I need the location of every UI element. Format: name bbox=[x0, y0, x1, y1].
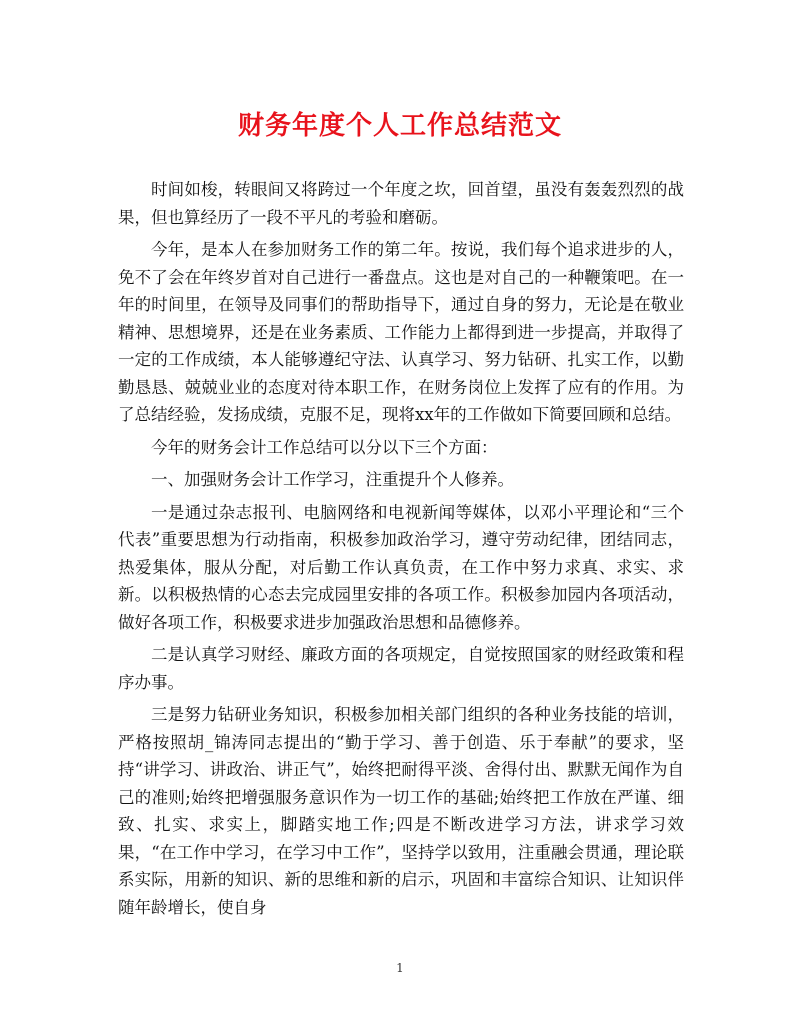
paragraph: 一是通过杂志报刊、电脑网络和电视新闻等媒体，以邓小平理论和“三个代表”重要思想为行动指南，积极参加政治学习，遵守劳动纪律，团结同志，热爱集体，服从分配，对后勤工作认真负责，在工作中努力求真、求实、求新。以积极热情的心态去完成园里安排的各项工作。积极参加园内各项活动，做好各项工作，积极要求进步加强政治思想和品德修养。 bbox=[118, 502, 684, 632]
paragraph: 今年的财务会计工作总结可以分以下三个方面： bbox=[151, 437, 498, 457]
paragraph: 今年，是本人在参加财务工作的第二年。按说，我们每个追求进步的人，免不了会在年终岁首对自己进行一番盘点。这也是对自己的一种鞭策吧。在一年的时间里，在领导及同事们的帮助指导下，通过自身的努力，无论是在敬业精神、思想境界，还是在业务素质、工作能力上都得到进一步提高，并取得了一定的工作成绩，本人能够遵纪守法、认真学习、努力钻研、扎实工作，以勤勤恳恳、兢兢业业的态度对待本职工作，在财务岗位上发挥了应有的作用。为了总结经验，发扬成绩，克服不足，现将xx年的工作做如下简要回顾和总结。 bbox=[118, 240, 684, 424]
document-title: 财务年度个人工作总结范文 bbox=[237, 111, 562, 141]
document-body bbox=[118, 176, 684, 926]
page-number: 1 bbox=[396, 961, 404, 975]
section-heading: 一、加强财务会计工作学习，注重提升个人修养。 bbox=[151, 470, 514, 489]
paragraph: 时间如梭，转眼间又将跨过一个年度之坎，回首望，虽没有轰轰烈烈的战果，但也算经历了一段不平凡的考验和磨砺。 bbox=[118, 180, 684, 227]
paragraph: 二是认真学习财经、廉政方面的各项规定，自觉按照国家的财经政策和程序办事。 bbox=[118, 645, 684, 692]
paragraph: 三是努力钻研业务知识，积极参加相关部门组织的各种业务技能的培训，严格按照胡_锦涛同志提出的“勤于学习、善于创造、乐于奉献”的要求，坚持“讲学习、讲政治、讲正气”，始终把耐得平淡、舍得付出、默默无闻作为自己的准则;始终把增强服务意识作为一切工作的基础;始终把工作放在严谨、细致、扎实、求实上，脚踏实地工作;四是不断改进学习方法，讲求学习效果，“在工作中学习，在学习中工作”，坚持学以致用，注重融会贯通，理论联系实际，用新的知识、新的思维和新的启示，巩固和丰富综合知识、让知识伴随年龄增长，使自身 bbox=[118, 705, 684, 917]
